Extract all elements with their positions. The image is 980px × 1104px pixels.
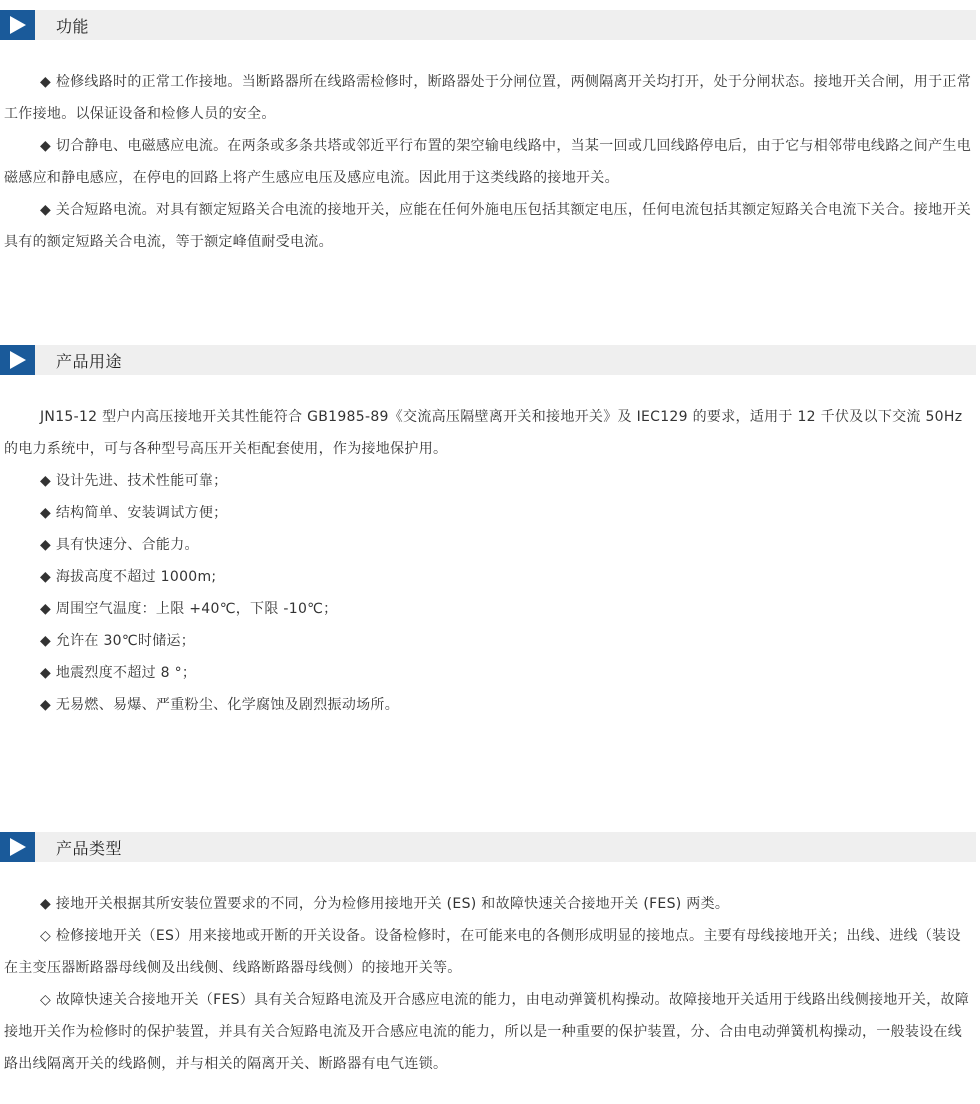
usage-bullet: ◆ 海拔高度不超过 1000m; — [40, 569, 217, 585]
section-header-usage — [0, 345, 976, 375]
section-header-function — [0, 10, 976, 40]
section-header-types — [0, 832, 976, 862]
section-title: 产品用途 — [56, 351, 123, 371]
play-arrow-icon — [0, 832, 35, 862]
usage-bullet: ◆ 无易燃、易爆、严重粉尘、化学腐蚀及剧烈振动场所。 — [40, 697, 400, 713]
types-paragraph-3: ◇ 故障快速关合接地开关（FES）具有关合短路电流及开合感应电流的能力，由电动弹簧机构操动。故障接地开关适用于线路出线侧接地开关，故障接地开关作为检修时的保护装置，并具有关合短路电流及开合感应电流的能力，所以是一种重要的保护装置，分、合由电动弹簧机构操动，一般装设在线路出线隔离开关的线路侧，并与相关的隔离开关、断路器有电气连锁。 — [4, 992, 970, 1072]
types-paragraph-2: ◇ 检修接地开关（ES）用来接地或开断的开关设备。设备检修时，在可能来电的各侧形成明显的接地点。主要有母线接地开关；出线、进线（装设在主变压器断路器母线侧及出线侧、线路断路器母线侧）的接地开关等。 — [4, 928, 961, 976]
section-title: 产品类型 — [56, 838, 123, 858]
play-arrow-icon — [0, 345, 35, 375]
usage-bullet: ◆ 结构简单、安装调试方便； — [40, 505, 228, 521]
play-arrow-icon — [0, 10, 35, 40]
usage-bullet: ◆ 允许在 30℃时储运； — [40, 633, 196, 649]
usage-bullet: ◆ 地震烈度不超过 8 °； — [40, 665, 197, 681]
usage-bullet: ◆ 设计先进、技术性能可靠； — [40, 473, 228, 489]
function-paragraph-2: ◆ 切合静电、电磁感应电流。在两条或多条共塔或邻近平行布置的架空输电线路中，当某一回或几回线路停电后，由于它与相邻带电线路之间产生电磁感应和静电感应，在停电的回路上将产生感应电压及感应电流。因此用于这类线路的接地开关。 — [4, 138, 972, 186]
usage-bullet: ◆ 具有快速分、合能力。 — [40, 537, 199, 553]
function-paragraph-1: ◆ 检修线路时的正常工作接地。当断路器所在线路需检修时，断路器处于分闸位置，两侧隔离开关均打开，处于分闸状态。接地开关合闸，用于正常工作接地。以保证设备和检修人员的安全。 — [4, 74, 972, 122]
types-paragraph-1: ◆ 接地开关根据其所安装位置要求的不同，分为检修用接地开关 (ES) 和故障快速关合接地开关 (FES) 两类。 — [40, 896, 730, 912]
usage-intro: JN15-12 型户内高压接地开关其性能符合 GB1985-89《交流高压隔壁离开关和接地开关》及 IEC129 的要求，适用于 12 千伏及以下交流 50Hz 的电力系统中，可与各种型号高压开关柜配套使用，作为接地保护用。 — [4, 409, 963, 457]
usage-bullet: ◆ 周围空气温度：上限 +40℃，下限 -10℃； — [40, 601, 338, 617]
function-paragraph-3: ◆ 关合短路电流。对具有额定短路关合电流的接地开关，应能在任何外施电压包括其额定电压，任何电流包括其额定短路关合电流下关合。接地开关具有的额定短路关合电流，等于额定峰值耐受电流。 — [4, 202, 972, 250]
section-title: 功能 — [56, 16, 90, 36]
